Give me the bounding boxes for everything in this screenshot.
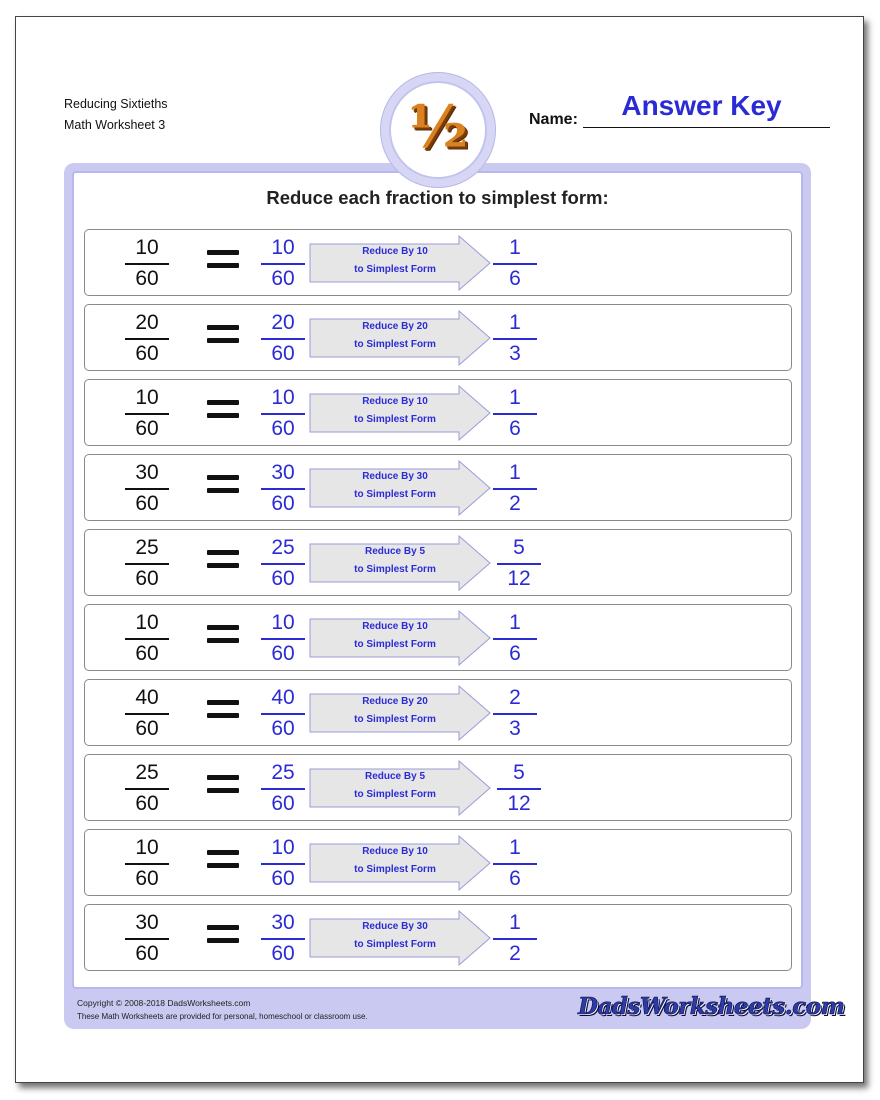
reduce-instruction [311,693,479,729]
reduce-instruction [311,918,479,954]
answer-reduced-fraction [497,534,541,594]
one-half-emblem: ½ [407,93,469,161]
fraction-medal-icon [380,72,496,188]
reduce-instruction [311,393,479,429]
reduce-by-label: Reduce By 10 [362,846,428,857]
question-denominator: 60 [135,642,159,665]
simplest-form-label: to Simplest Form [354,789,436,800]
reduce-instruction [311,468,479,504]
problem-row [84,679,792,746]
answer-original-denominator: 60 [271,417,295,440]
reduce-instruction [311,318,479,354]
answer-reduced-numerator: 5 [513,761,525,784]
reduce-by-label: Reduce By 5 [364,771,426,782]
answer-reduced-fraction [493,684,537,744]
answer-original-numerator: 25 [271,536,295,559]
answer-reduced-numerator: 5 [513,536,525,559]
answer-original-fraction [261,609,305,669]
answer-reduced-denominator: 2 [509,942,521,965]
question-denominator: 60 [135,342,159,365]
answer-reduced-numerator: 1 [509,911,521,934]
equals-sign [207,700,239,726]
problem-row [84,829,792,896]
reduce-by-label: Reduce By 5 [364,546,426,557]
reduce-by-label: Reduce By 10 [362,246,428,257]
question-denominator: 60 [135,942,159,965]
answer-reduced-fraction [493,309,537,369]
question-denominator: 60 [135,267,159,290]
problem-row [84,754,792,821]
question-numerator: 30 [135,461,159,484]
answer-reduced-denominator: 12 [507,567,531,590]
question-numerator: 40 [135,686,159,709]
answer-reduced-fraction [493,834,537,894]
question-denominator: 60 [135,417,159,440]
reduce-instruction [311,618,479,654]
problem-row [84,379,792,446]
answer-original-denominator: 60 [271,642,295,665]
question-numerator: 10 [135,386,159,409]
answer-original-fraction [261,834,305,894]
answer-original-denominator: 60 [271,492,295,515]
name-label: Name: [529,111,578,128]
reduce-by-label: Reduce By 20 [362,696,428,707]
equals-sign [207,250,239,276]
simplest-form-label: to Simplest Form [354,564,436,575]
answer-original-denominator: 60 [271,942,295,965]
answer-reduced-numerator: 1 [509,611,521,634]
simplest-form-label: to Simplest Form [354,714,436,725]
problem-row [84,454,792,521]
reduce-by-label: Reduce By 20 [362,321,428,332]
question-denominator: 60 [135,717,159,740]
answer-reduced-denominator: 6 [509,867,521,890]
question-fraction [125,609,169,669]
answer-reduced-fraction [493,909,537,969]
answer-reduced-numerator: 1 [509,236,521,259]
answer-reduced-denominator: 12 [507,792,531,815]
answer-reduced-numerator: 2 [509,686,521,709]
answer-original-fraction [261,459,305,519]
answer-original-numerator: 10 [271,386,295,409]
question-denominator: 60 [135,867,159,890]
answer-original-denominator: 60 [271,342,295,365]
answer-reduced-denominator: 6 [509,417,521,440]
question-fraction [125,309,169,369]
worksheet-title: Reducing Sixtieths [64,97,168,111]
question-numerator: 10 [135,236,159,259]
answer-original-fraction [261,384,305,444]
answer-reduced-denominator: 3 [509,342,521,365]
question-denominator: 60 [135,567,159,590]
reduce-instruction [311,543,479,579]
question-numerator: 20 [135,311,159,334]
answer-original-numerator: 25 [271,761,295,784]
problem-row [84,604,792,671]
reduce-by-label: Reduce By 10 [362,621,428,632]
question-fraction [125,534,169,594]
equals-sign [207,625,239,651]
medal-inner [389,81,487,179]
answer-key-label: Answer Key [621,90,782,121]
question-denominator: 60 [135,492,159,515]
simplest-form-label: to Simplest Form [354,264,436,275]
question-denominator: 60 [135,792,159,815]
question-fraction [125,684,169,744]
problem-row [84,904,792,971]
reduce-instruction [311,243,479,279]
reduce-by-label: Reduce By 30 [362,921,428,932]
problem-row [84,304,792,371]
problem-list [84,229,792,979]
copyright-text: Copyright © 2008-2018 DadsWorksheets.com [77,998,251,1008]
answer-reduced-denominator: 6 [509,267,521,290]
answer-original-fraction [261,684,305,744]
equals-sign [207,925,239,951]
answer-original-numerator: 10 [271,611,295,634]
question-fraction [125,234,169,294]
simplest-form-label: to Simplest Form [354,414,436,425]
answer-original-denominator: 60 [271,867,295,890]
reduce-instruction [311,843,479,879]
answer-original-fraction [261,234,305,294]
answer-reduced-fraction [493,384,537,444]
question-numerator: 30 [135,911,159,934]
answer-original-fraction [261,309,305,369]
answer-original-numerator: 40 [271,686,295,709]
worksheet-subtitle: Math Worksheet 3 [64,118,166,132]
question-numerator: 25 [135,761,159,784]
answer-original-denominator: 60 [271,567,295,590]
question-fraction [125,384,169,444]
question-numerator: 10 [135,836,159,859]
equals-sign [207,775,239,801]
answer-reduced-fraction [493,234,537,294]
usage-note: These Math Worksheets are provided for personal, homeschool or classroom use. [77,1012,368,1021]
name-line [583,127,830,128]
equals-sign [207,475,239,501]
answer-original-denominator: 60 [271,792,295,815]
equals-sign [207,400,239,426]
answer-reduced-denominator: 2 [509,492,521,515]
simplest-form-label: to Simplest Form [354,489,436,500]
simplest-form-label: to Simplest Form [354,864,436,875]
answer-original-fraction [261,909,305,969]
answer-original-denominator: 60 [271,717,295,740]
answer-reduced-numerator: 1 [509,311,521,334]
simplest-form-label: to Simplest Form [354,339,436,350]
answer-original-numerator: 20 [271,311,295,334]
answer-reduced-numerator: 1 [509,836,521,859]
equals-sign [207,325,239,351]
question-fraction [125,459,169,519]
equals-sign [207,850,239,876]
answer-original-numerator: 30 [271,461,295,484]
simplest-form-label: to Simplest Form [354,639,436,650]
answer-reduced-denominator: 3 [509,717,521,740]
answer-reduced-numerator: 1 [509,461,521,484]
answer-original-numerator: 30 [271,911,295,934]
reduce-instruction [311,768,479,804]
simplest-form-label: to Simplest Form [354,939,436,950]
question-fraction [125,834,169,894]
dadsworksheets-logo: DadsWorksheets.com [578,993,845,1020]
answer-original-numerator: 10 [271,236,295,259]
answer-original-fraction [261,759,305,819]
answer-reduced-denominator: 6 [509,642,521,665]
question-fraction [125,909,169,969]
answer-reduced-fraction [493,459,537,519]
question-numerator: 25 [135,536,159,559]
answer-reduced-fraction [493,609,537,669]
problem-row [84,529,792,596]
problem-row [84,229,792,296]
question-fraction [125,759,169,819]
answer-reduced-fraction [497,759,541,819]
answer-original-numerator: 10 [271,836,295,859]
answer-original-denominator: 60 [271,267,295,290]
equals-sign [207,550,239,576]
reduce-by-label: Reduce By 10 [362,396,428,407]
answer-original-fraction [261,534,305,594]
question-numerator: 10 [135,611,159,634]
reduce-by-label: Reduce By 30 [362,471,428,482]
instructions: Reduce each fraction to simplest form: [266,187,609,208]
answer-reduced-numerator: 1 [509,386,521,409]
